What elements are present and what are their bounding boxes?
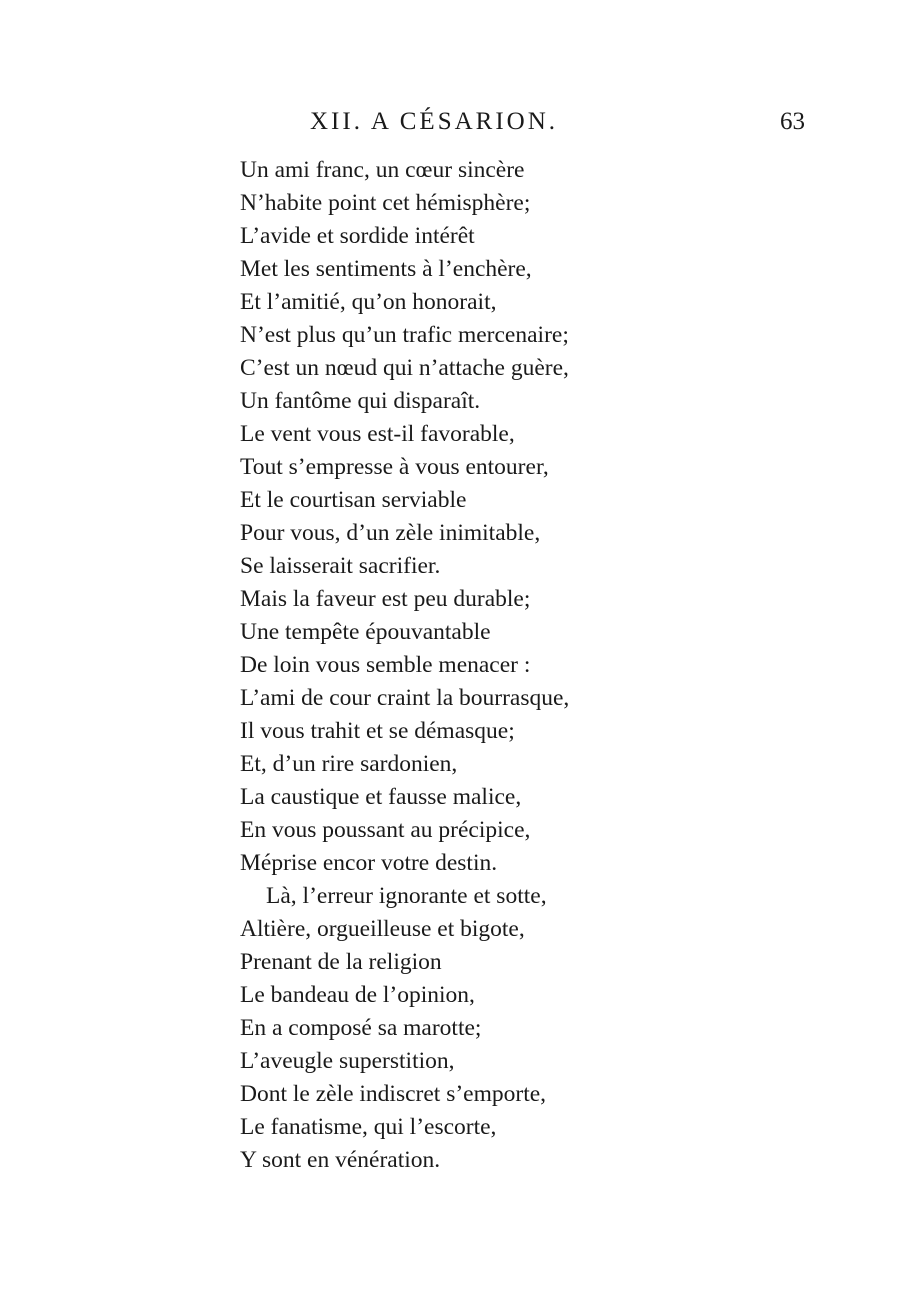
verse-line: En a composé sa marotte; [240, 1015, 482, 1041]
verse-line: Et le courtisan serviable [240, 487, 467, 513]
verse-line: Tout s’empresse à vous entourer, [240, 454, 549, 480]
verse-line: Pour vous, d’un zèle inimitable, [240, 520, 541, 546]
verse-line: La caustique et fausse malice, [240, 784, 522, 810]
verse-line: Prenant de la religion [240, 949, 442, 975]
page-number: 63 [780, 108, 805, 135]
verse-line: Méprise encor votre destin. [240, 850, 498, 876]
verse-line: Le fanatisme, qui l’escorte, [240, 1114, 497, 1140]
verse-line: N’est plus qu’un trafic mercenaire; [240, 322, 569, 348]
verse-line: Il vous trahit et se démasque; [240, 718, 515, 744]
verse-line: L’aveugle superstition, [240, 1048, 455, 1074]
verse-line: L’ami de cour craint la bourrasque, [240, 685, 570, 711]
verse-line: De loin vous semble menacer : [240, 652, 531, 678]
verse-line: Et l’amitié, qu’on honorait, [240, 289, 497, 315]
verse-line: Là, l’erreur ignorante et sotte, [266, 883, 547, 909]
verse-line: N’habite point cet hémisphère; [240, 190, 531, 216]
verse-line: Mais la faveur est peu durable; [240, 586, 531, 612]
verse-line: Se laisserait sacrifier. [240, 553, 441, 579]
running-title: XII. A CÉSARION. [310, 108, 559, 135]
verse-line: Dont le zèle indiscret s’emporte, [240, 1081, 547, 1107]
verse-line: En vous poussant au précipice, [240, 817, 531, 843]
verse-line: Altière, orgueilleuse et bigote, [240, 916, 525, 942]
verse-line: Une tempête épouvantable [240, 619, 491, 645]
verse-line: Un ami franc, un cœur sincère [240, 157, 525, 183]
verse-line: Le bandeau de l’opinion, [240, 982, 475, 1008]
verse-line: Le vent vous est-il favorable, [240, 421, 515, 447]
verse-line: L’avide et sordide intérêt [240, 223, 475, 249]
verse-line: C’est un nœud qui n’attache guère, [240, 355, 569, 381]
verse-line: Et, d’un rire sardonien, [240, 751, 458, 777]
verse-line: Met les sentiments à l’enchère, [240, 256, 532, 282]
verse-line: Un fantôme qui disparaît. [240, 388, 481, 414]
poem-body [240, 154, 860, 1177]
verse-line: Y sont en vénération. [240, 1147, 441, 1173]
